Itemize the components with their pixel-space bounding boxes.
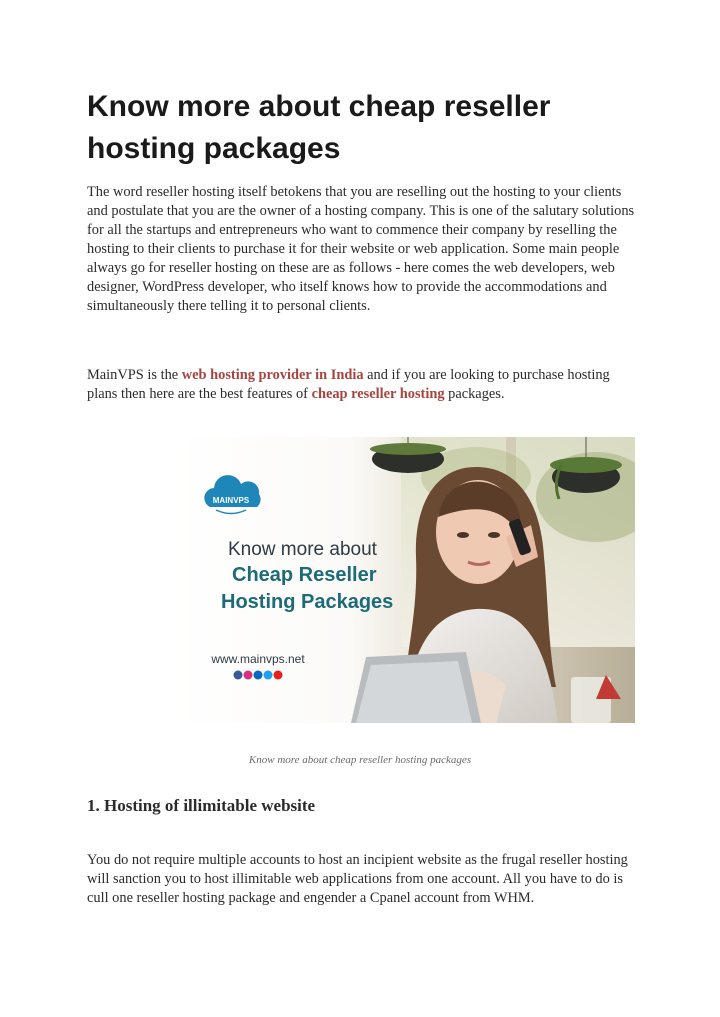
social-icons [234, 671, 283, 680]
section-1-body: You do not require multiple accounts to host an incipient website as the frugal reseller hosting will sanction you to host illimitable web applications from one account. All you have to do is cull one reseller hosting package and engender a Cpanel account from WHM. [87, 852, 628, 906]
image-headline-line-2: Cheap Reseller [232, 564, 377, 586]
page-title [87, 86, 647, 170]
image-caption: Know more about cheap reseller hosting packages [248, 754, 472, 766]
title-line-2: hosting packages [87, 132, 341, 165]
web-hosting-provider-link[interactable]: web hosting provider in India [181, 367, 364, 383]
intro-paragraph: The word reseller hosting itself betokens that you are reselling out the hosting to your clients and postulate that you are the owner of a hosting company. This is one of the salutary solutions for all the startups and entrepreneurs who want to commence their company by reselling the hosting to their clients to purchase it for their website or web application. Some main people always go for reseller hosting on these are as follows - here comes the web developers, web designer, WordPress developer, who itself knows how to provide the accommodations and simultaneously there telling it to personal clients. [87, 184, 635, 314]
para2-text-b: and if you are looking to purchase hosting plans then here are the best features of [87, 367, 610, 402]
title-line-1: Know more about cheap reseller [87, 90, 551, 123]
para2-text-a: MainVPS is the [87, 367, 182, 383]
facebook-icon [234, 671, 243, 680]
linkedin-icon [254, 671, 263, 680]
image-website: www.mainvps.net [211, 652, 305, 666]
image-headline-line-3: Hosting Packages [221, 591, 394, 613]
image-headline-line-1: Know more about [228, 539, 377, 560]
para2-text-c: packages. [444, 386, 505, 402]
section-1-heading: 1. Hosting of illimitable website [87, 796, 316, 815]
laptop-photo [351, 652, 481, 723]
instagram-icon [244, 671, 253, 680]
twitter-icon [264, 671, 273, 680]
cheap-reseller-hosting-link[interactable]: cheap reseller hosting [311, 386, 445, 402]
youtube-icon [274, 671, 283, 680]
logo-text: MAINVPS [212, 496, 250, 505]
hero-image [176, 437, 635, 723]
provider-paragraph [87, 366, 643, 404]
